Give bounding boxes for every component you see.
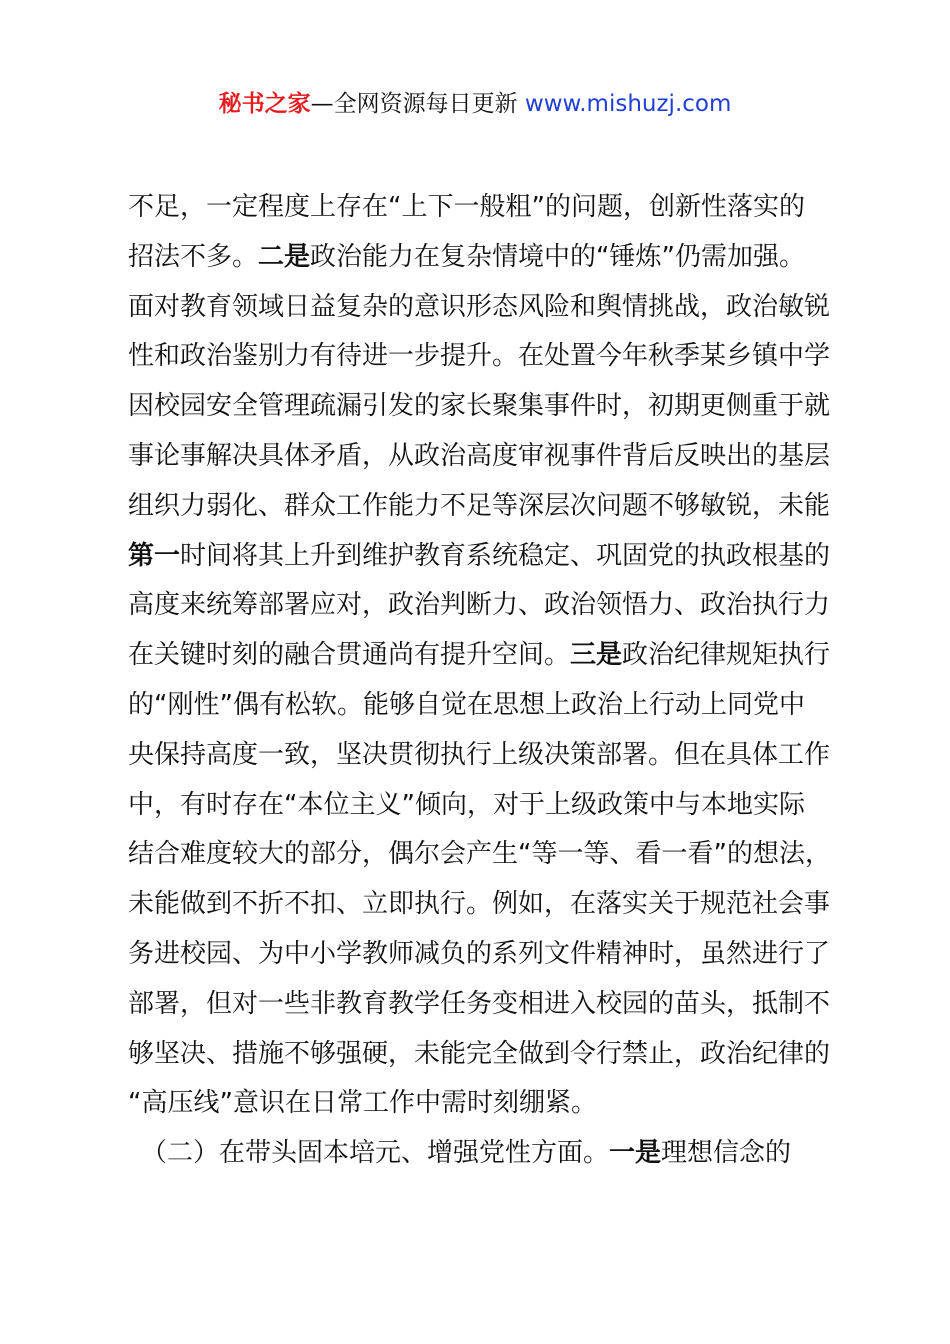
text-segment: 因校园安全管理疏漏引发的家长聚集事件时，初期更侧重于就 bbox=[128, 391, 831, 422]
text-segment: （二）在带头固本培元、增强党性方面。 bbox=[128, 1138, 610, 1169]
text-line bbox=[128, 532, 836, 582]
text-line bbox=[128, 731, 836, 781]
text-segment: 性和政治鉴别力有待进一步提升。在处置今年秋季某乡镇中学 bbox=[128, 341, 831, 372]
site-header bbox=[0, 86, 950, 122]
text-segment: 高度来统筹部署应对，政治判断力、政治领悟力、政治执行力 bbox=[128, 590, 831, 621]
text-segment: 务进校园、为中小学教师减负的系列文件精神时，虽然进行了 bbox=[128, 938, 831, 969]
text-line bbox=[128, 781, 836, 831]
header-slogan: —全网资源每日更新 bbox=[310, 91, 525, 117]
text-segment: 政治纪律规矩执行 bbox=[622, 640, 831, 671]
text-segment: 未能做到不折不扣、立即执行。例如，在落实关于规范社会事 bbox=[128, 889, 831, 920]
text-line bbox=[128, 1030, 836, 1080]
text-line bbox=[128, 432, 836, 482]
document-body bbox=[128, 183, 836, 1179]
text-line bbox=[128, 283, 836, 333]
text-segment: 面对教育领域日益复杂的意识形态风险和舆情挑战，政治敏锐 bbox=[128, 291, 831, 322]
text-line bbox=[128, 1079, 836, 1129]
text-line bbox=[128, 830, 836, 880]
text-segment: 理想信念的 bbox=[661, 1138, 792, 1169]
text-segment: 政治能力在复杂情境中的“锤炼”仍需加强。 bbox=[310, 241, 805, 272]
bold-text-segment: 三是 bbox=[570, 640, 623, 671]
text-line bbox=[128, 332, 836, 382]
bold-text-segment: 一是 bbox=[609, 1138, 662, 1169]
text-line bbox=[128, 233, 836, 283]
text-line bbox=[128, 482, 836, 532]
text-line bbox=[128, 183, 836, 233]
text-segment: 的“刚性”偶有松软。能够自觉在思想上政治上行动上同党中 bbox=[128, 689, 805, 720]
text-segment: 招法不多。 bbox=[128, 241, 259, 272]
bold-text-segment: 二是 bbox=[258, 241, 311, 272]
text-segment: 结合难度较大的部分，偶尔会产生“等一等、看一看”的想法， bbox=[128, 839, 831, 870]
text-segment: 中，有时存在“本位主义”倾向，对于上级政策中与本地实际 bbox=[128, 789, 805, 820]
text-line bbox=[128, 1129, 836, 1179]
text-line bbox=[128, 930, 836, 980]
text-segment: 事论事解决具体矛盾，从政治高度审视事件背后反映出的基层 bbox=[128, 440, 831, 471]
text-segment: 时间将其上升到维护教育系统稳定、巩固党的执政根基的 bbox=[180, 540, 831, 571]
text-segment: 不足，一定程度上存在“上下一般粗”的问题，创新性落实的 bbox=[128, 192, 805, 222]
text-segment: 在关键时刻的融合贯通尚有提升空间。 bbox=[128, 640, 571, 671]
brand-name: 秘书之家 bbox=[218, 91, 311, 117]
bold-text-segment: 第一 bbox=[128, 540, 181, 571]
text-line bbox=[128, 581, 836, 631]
text-segment: 够坚决、措施不够强硬，未能完全做到令行禁止，政治纪律的 bbox=[128, 1038, 831, 1069]
text-line bbox=[128, 980, 836, 1030]
text-line bbox=[128, 880, 836, 930]
site-url-link[interactable]: www.mishuzj.com bbox=[524, 91, 732, 117]
text-segment: 组织力弱化、群众工作能力不足等深层次问题不够敏锐，未能 bbox=[128, 490, 831, 521]
text-segment: 部署，但对一些非教育教学任务变相进入校园的苗头，抵制不 bbox=[128, 988, 831, 1019]
text-line bbox=[128, 382, 836, 432]
text-segment: 央保持高度一致，坚决贯彻执行上级决策部署。但在具体工作 bbox=[128, 739, 831, 770]
text-line bbox=[128, 631, 836, 681]
text-line bbox=[128, 681, 836, 731]
text-segment: “高压线”意识在日常工作中需时刻绷紧。 bbox=[128, 1088, 597, 1119]
